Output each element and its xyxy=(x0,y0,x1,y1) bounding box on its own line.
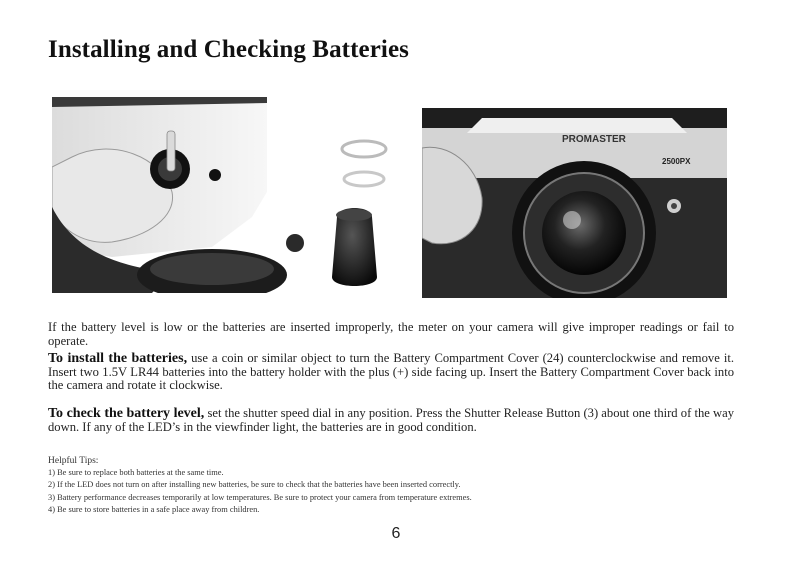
check-battery-paragraph xyxy=(48,407,734,434)
camera-brand-label: PROMASTER xyxy=(562,134,626,145)
install-batteries-heading: To install the batteries, xyxy=(48,351,188,366)
page-number: 6 xyxy=(391,525,401,542)
install-batteries-text: use a coin or similar object to turn the Battery Compartment Cover (24) counterclockwise and remove it. Insert two 1.5V LR44 batteries into the battery holder with the plus (+) side facing up. Insert the Battery Compartment Cover back into the camera and rotate it clockwise. xyxy=(48,351,734,393)
tip-item: 3) Battery performance decreases temporarily at low temperatures. Be sure to protect your camera from temperature extremes. xyxy=(48,492,472,502)
intro-paragraph: If the battery level is low or the batteries are inserted improperly, the meter on your camera will give improper readings or fail to operate. xyxy=(48,320,734,348)
check-battery-heading: To check the battery level, xyxy=(48,406,205,421)
battery-cover-photo xyxy=(52,97,397,293)
tip-item: 4) Be sure to store batteries in a safe place away from children. xyxy=(48,504,260,514)
tip-item: 1) Be sure to replace both batteries at the same time. xyxy=(48,468,224,478)
check-battery-text: set the shutter speed dial in any position. Press the Shutter Release Button (3) about one third of the way down. If any of the LED’s in the viewfinder light, the batteries are in good condition. xyxy=(48,406,734,434)
tip-item: 2) If the LED does not turn on after installing new batteries, be sure to check that the batteries have been inserted correctly. xyxy=(48,480,461,490)
helpful-tips xyxy=(48,455,738,516)
camera-front-photo xyxy=(422,108,727,298)
tips-title: Helpful Tips: xyxy=(48,456,99,466)
install-batteries-paragraph xyxy=(48,352,734,393)
camera-model-label: 2500PX xyxy=(662,157,691,166)
page-title: Installing and Checking Batteries xyxy=(48,36,409,63)
